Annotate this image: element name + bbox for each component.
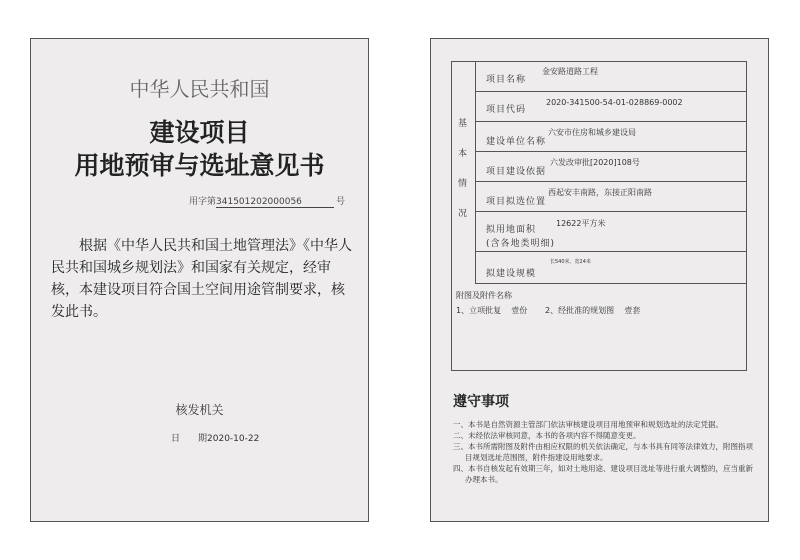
info-row-location — [476, 182, 746, 212]
row-label: 拟用地面积 — [486, 225, 537, 235]
row-value: 长540米，宽24米 — [550, 259, 591, 265]
row-label: 拟建设规模 — [486, 269, 537, 279]
row-label: 建设单位名称 — [486, 137, 547, 147]
row-value: 六发改审批[2020]108号 — [550, 158, 640, 167]
notice-item: 一、本书是自然资源主管部门依法审核建设项目用地预审和规划选址的法定凭据。 — [453, 420, 723, 429]
info-row-project-name — [476, 62, 746, 92]
side-char: 本 — [458, 149, 468, 159]
docno-number: 341501202000056 — [216, 197, 334, 208]
basic-info-side-label — [452, 62, 476, 284]
notice-item: 三、本书所需附图及附件由相应权限的机关依法确定，与本书具有同等法律效力，附图指项目规划选址范围图，附件指建设用地要求。 — [453, 442, 753, 462]
basic-info-table — [451, 61, 747, 371]
notice-item: 四、本书自核发起有效期三年，如对土地用途、建设项目选址等进行重大调整的，应当重新办理本书。 — [453, 464, 753, 484]
row-value: 2020-341500-54-01-028869-0002 — [546, 98, 683, 107]
row-value: 六安市住房和城乡建设局 — [548, 128, 636, 137]
docno-suffix: 号 — [336, 197, 346, 207]
info-row-scale — [476, 252, 746, 284]
notice-title: 遵守事项 — [453, 394, 509, 410]
side-char: 基 — [458, 119, 468, 129]
row-label: 项目名称 — [486, 75, 527, 85]
info-row-area — [476, 212, 746, 252]
issuing-authority-label: 核发机关 — [175, 403, 224, 417]
notice-list — [453, 419, 753, 485]
title-line-2: 用地预审与选址意见书 — [74, 151, 325, 180]
title-line-1: 建设项目 — [149, 118, 250, 147]
certificate-detail-page — [430, 38, 769, 522]
info-row-unit — [476, 122, 746, 152]
date-label-2: 期 — [198, 434, 208, 444]
date-label-1: 日 — [171, 434, 181, 444]
attachments-section — [456, 290, 742, 316]
certificate-cover-page — [30, 38, 369, 522]
issue-date — [171, 431, 259, 444]
row-label: 项目代码 — [486, 105, 527, 115]
approval-statement: 根据《中华人民共和国土地管理法》《中华人民共和国城乡规划法》和国家有关规定，经审核，本建设项目符合国土空间用途管制要求，核发此书。 — [51, 238, 352, 320]
notice-item: 二、未经依法审核同意，本书的各项内容不得随意变更。 — [453, 431, 641, 440]
row-value: 12622平方米 — [556, 219, 606, 228]
docno-prefix: 用字第 — [189, 197, 217, 207]
document-number — [189, 194, 355, 208]
date-value: 2020-10-22 — [207, 434, 260, 444]
country-name: 中华人民共和国 — [129, 77, 270, 101]
side-char: 况 — [458, 209, 468, 219]
row-label: 项目建设依据 — [486, 167, 547, 177]
info-row-basis — [476, 152, 746, 182]
row-label: 项目拟选位置 — [486, 197, 547, 207]
attachments-title: 附图及附件名称 — [456, 291, 512, 300]
attachments-list: 1、立项批复 壹份 2、经批准的规划图 壹套 — [456, 306, 641, 315]
row-value: 西起安丰南路，东接正阳南路 — [548, 188, 652, 197]
row-label-sub: (含各地类明细) — [486, 239, 556, 249]
info-row-project-code — [476, 92, 746, 122]
side-char: 情 — [458, 179, 468, 189]
row-value: 金安路道路工程 — [542, 67, 598, 76]
